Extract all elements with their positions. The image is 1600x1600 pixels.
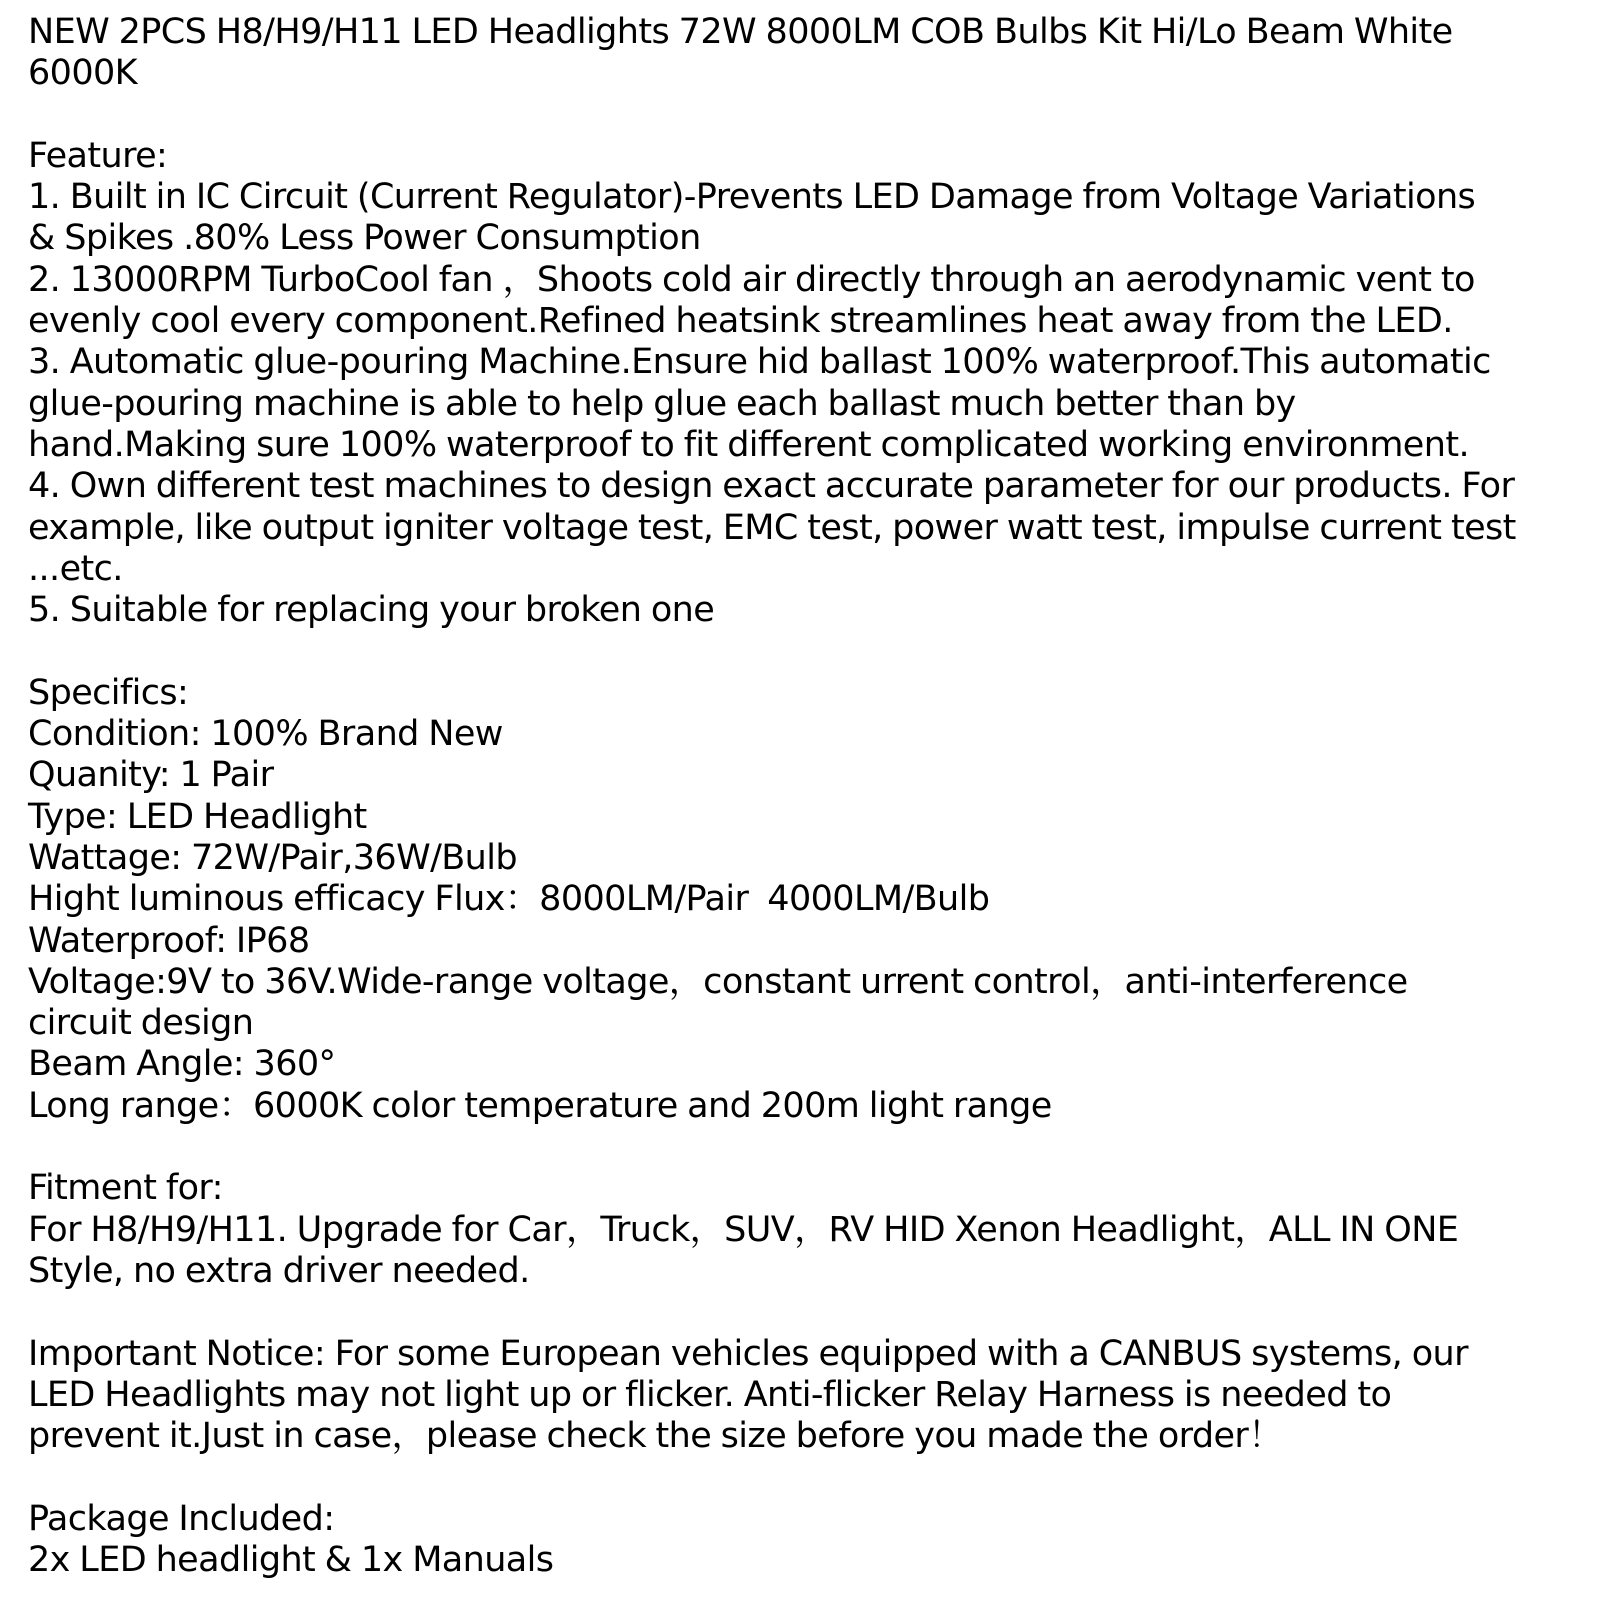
spacer — [28, 1127, 1572, 1168]
feature-heading: Feature: — [28, 135, 168, 176]
title-line-1: NEW 2PCS H8/H9/H11 LED Headlights 72W 8000LM COB Bulbs Kit Hi/Lo Beam White — [28, 12, 1453, 52]
spec-line: Condition: 100% Brand New — [28, 714, 503, 755]
feature-line: 2. 13000RPM TurboCool fan ，Shoots cold air directly through an aerodynamic vent to — [28, 259, 1475, 300]
feature-line: 4. Own different test machines to design exact accurate parameter for our products. For — [28, 466, 1515, 507]
spec-line: Hight luminous efficacy Flux：8000LM/Pair 4000LM/Bulb — [28, 879, 990, 920]
spacer — [28, 1457, 1572, 1498]
feature-line: glue-pouring machine is able to help glue each ballast much better than by — [28, 383, 1296, 424]
spec-line: Voltage:9V to 36V.Wide-range voltage，constant urrent control，anti-interference — [28, 961, 1408, 1002]
package-heading: Package Included: — [28, 1498, 335, 1539]
spec-line: Type: LED Headlight — [28, 796, 367, 837]
notice-line: Important Notice: For some European vehicles equipped with a CANBUS systems, our — [28, 1333, 1468, 1374]
feature-line: & Spikes .80% Less Power Consumption — [28, 218, 701, 259]
spacer — [28, 631, 1572, 672]
feature-line: evenly cool every component.Refined heatsink streamlines heat away from the LED. — [28, 301, 1453, 342]
package-line: 2x LED headlight & 1x Manuals — [28, 1539, 554, 1580]
feature-line: 3. Automatic glue-pouring Machine.Ensure hid ballast 100% waterproof.This automatic — [28, 342, 1491, 383]
spec-line: circuit design — [28, 1003, 254, 1044]
specifics-heading: Specifics: — [28, 672, 189, 713]
feature-line: ...etc. — [28, 548, 123, 589]
title-block — [28, 12, 1572, 95]
notice-line: LED Headlights may not light up or flicker. Anti-flicker Relay Harness is needed to — [28, 1374, 1392, 1415]
specifics-section — [28, 673, 1572, 1127]
feature-line: example, like output igniter voltage test, EMC test, power watt test, impulse current test — [28, 507, 1516, 548]
feature-line: hand.Making sure 100% waterproof to fit different complicated working environment. — [28, 424, 1469, 465]
fitment-heading: Fitment for: — [28, 1168, 223, 1209]
spec-line: Quanity: 1 Pair — [28, 755, 274, 796]
fitment-line: For H8/H9/H11. Upgrade for Car，Truck，SUV，RV HID Xenon Headlight，ALL IN ONE — [28, 1209, 1459, 1250]
spacer — [28, 1292, 1572, 1333]
package-section — [28, 1499, 1572, 1582]
spec-line: Waterproof: IP68 — [28, 920, 310, 961]
spacer — [28, 95, 1572, 136]
spec-line: Wattage: 72W/Pair,36W/Bulb — [28, 837, 518, 878]
fitment-line: Style, no extra driver needed. — [28, 1250, 530, 1291]
spec-line: Beam Angle: 360° — [28, 1044, 336, 1085]
fitment-section — [28, 1168, 1572, 1292]
feature-line: 5. Suitable for replacing your broken one — [28, 590, 715, 631]
notice-line: prevent it.Just in case，please check the size before you made the order！ — [28, 1416, 1283, 1457]
title-line-2: 6000K — [28, 53, 138, 94]
feature-line: 1. Built in IC Circuit (Current Regulator)-Prevents LED Damage from Voltage Variations — [28, 177, 1476, 218]
spec-line: Long range：6000K color temperature and 200m light range — [28, 1085, 1052, 1126]
feature-section — [28, 136, 1572, 632]
notice-section — [28, 1334, 1572, 1458]
